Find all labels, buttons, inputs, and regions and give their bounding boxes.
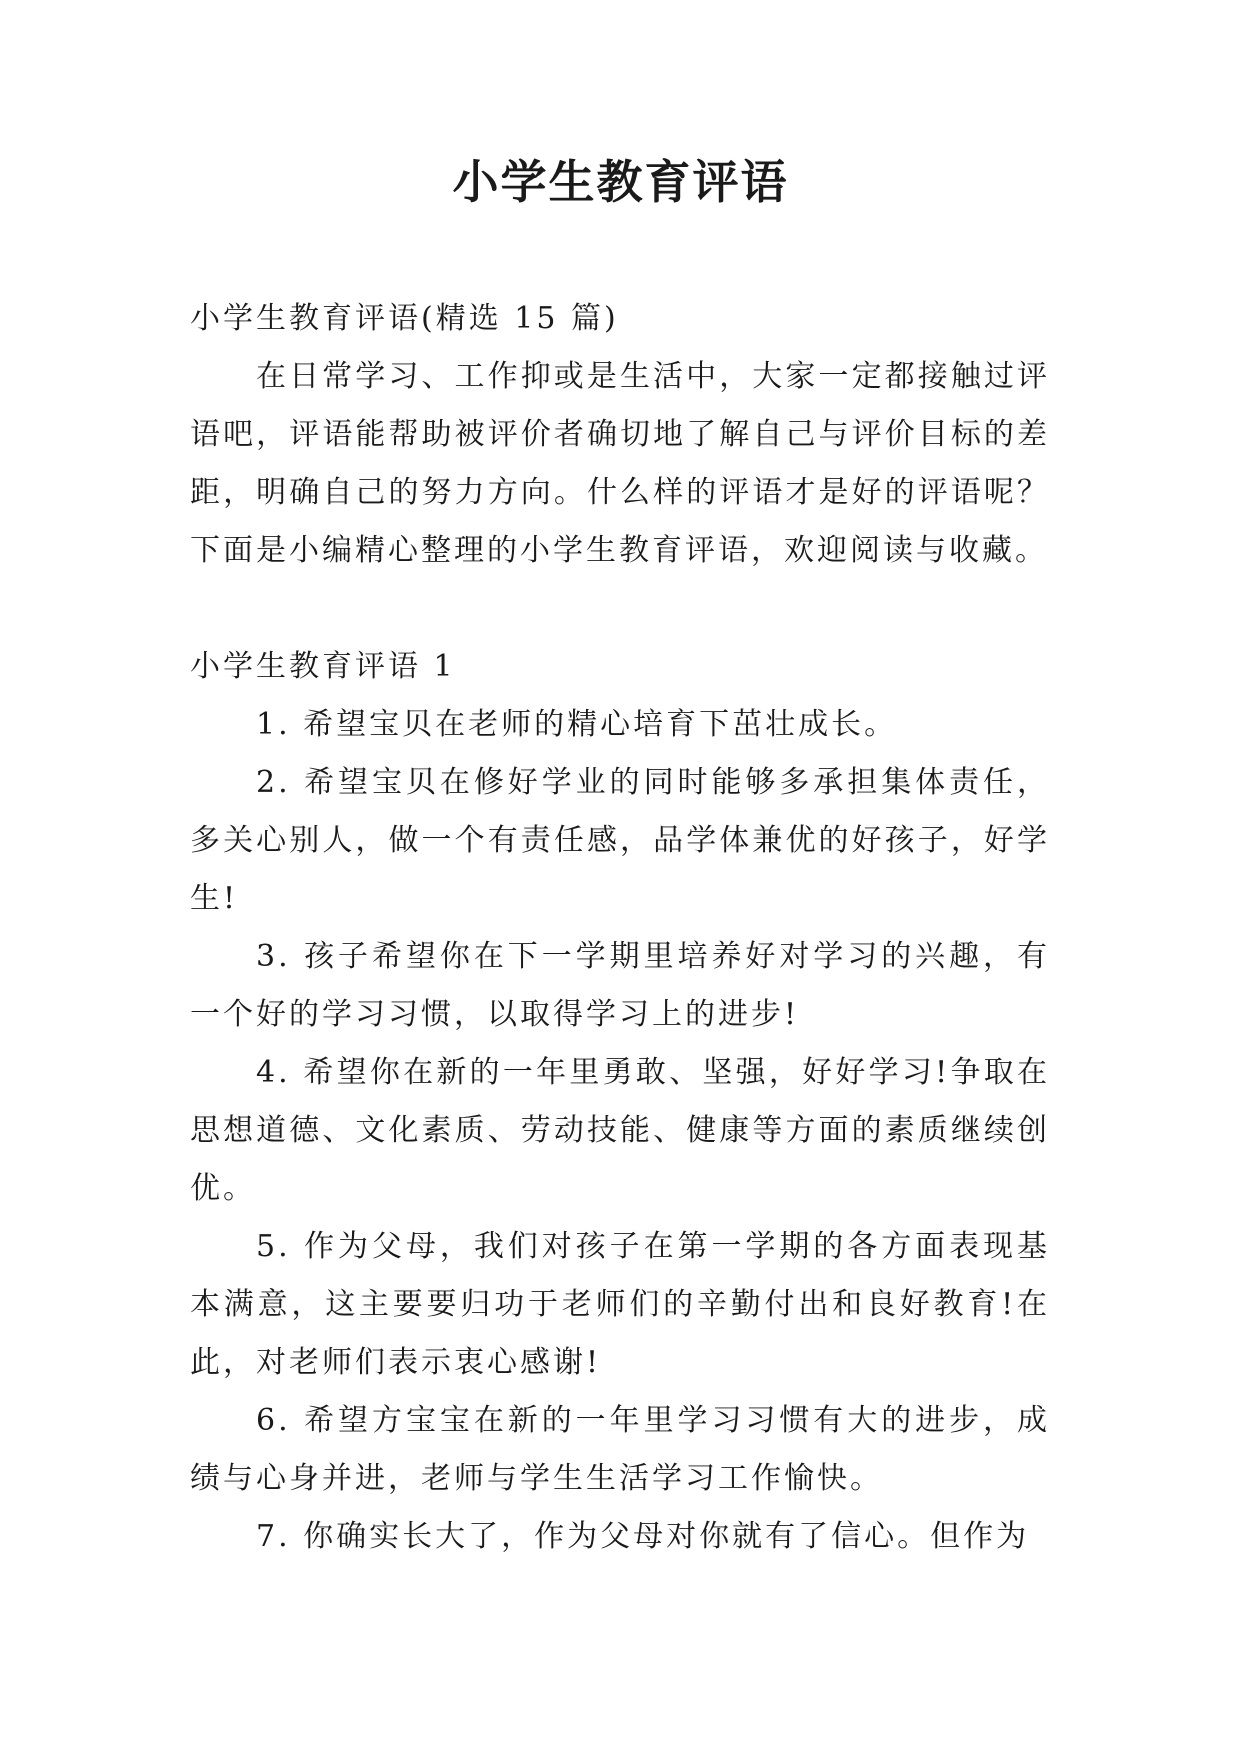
- comment-item-4: 4. 希望你在新的一年里勇敢、坚强，好好学习!争取在思想道德、文化素质、劳动技能、健康等方面的素质继续创优。: [190, 1055, 1050, 1206]
- comment-item-5: 5. 作为父母，我们对孩子在第一学期的各方面表现基本满意，这主要要归功于老师们的辛勤付出和良好教育!在此，对老师们表示衷心感谢!: [190, 1229, 1050, 1380]
- comment-item-3: 3. 孩子希望你在下一学期里培养好对学习的兴趣，有一个好的学习习惯，以取得学习上的进步!: [190, 939, 1050, 1032]
- document-title: 小学生教育评语: [452, 155, 789, 209]
- comment-item-2: 2. 希望宝贝在修好学业的同时能够多承担集体责任，多关心别人，做一个有责任感，品学体兼优的好孩子，好学生!: [190, 765, 1050, 916]
- comment-item-6: 6. 希望方宝宝在新的一年里学习习惯有大的进步，成绩与心身并进，老师与学生生活学习工作愉快。: [190, 1403, 1050, 1496]
- document-subtitle: 小学生教育评语(精选 15 篇): [190, 301, 619, 336]
- comment-item-1: 1. 希望宝贝在老师的精心培育下茁壮成长。: [256, 707, 898, 742]
- paragraph-gap: [190, 580, 1050, 638]
- section-heading: 小学生教育评语 1: [190, 649, 456, 684]
- comment-item-7: 7. 你确实长大了，作为父母对你就有了信心。但作为: [256, 1519, 1030, 1554]
- document-body: [190, 290, 1050, 1566]
- intro-paragraph: 在日常学习、工作抑或是生活中，大家一定都接触过评语吧，评语能帮助被评价者确切地了解自己与评价目标的差距，明确自己的努力方向。什么样的评语才是好的评语呢？下面是小编精心整理的小学生教育评语，欢迎阅读与收藏。: [190, 359, 1050, 568]
